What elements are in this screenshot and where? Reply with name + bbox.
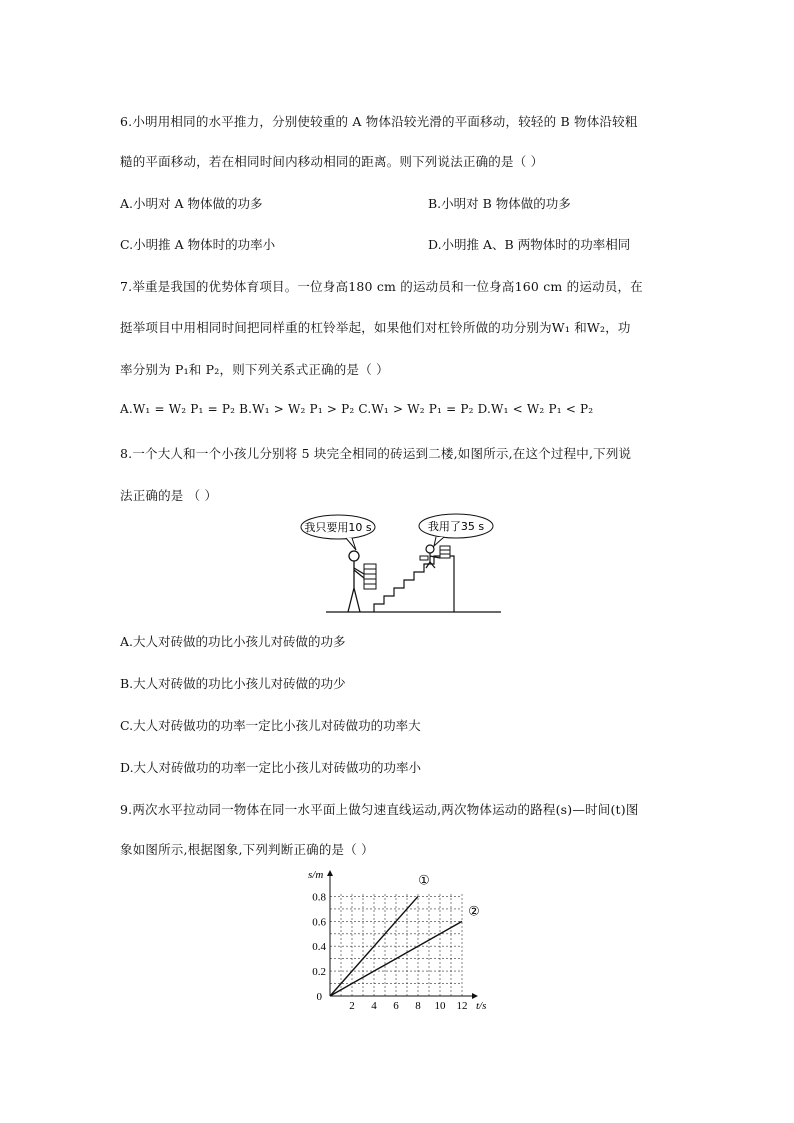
y-axis-label: s/m <box>308 869 324 881</box>
q8-option-a: A.大人对砖做的功比小孩儿对砖做的功多 <box>120 634 346 649</box>
adult-speech-text: 我只要用10 s <box>304 521 372 534</box>
x-axis-arrow <box>472 993 478 999</box>
y-tick-label: 0.6 <box>312 916 326 929</box>
child-brick-stack <box>420 546 450 560</box>
q9-stem-line1: 9.两次水平拉动同一物体在同一水平面上做匀速直线运动,两次物体运动的路程(s)—时间(t)图 <box>120 802 639 817</box>
x-tick-label: 4 <box>371 1000 377 1012</box>
adult-brick-stack <box>364 564 376 589</box>
y-tick-label: 0.2 <box>312 966 326 979</box>
q9-stem-line2: 象如图所示,根据图象,下列判断正确的是（ ） <box>120 842 374 857</box>
q6-option-d: D.小明推 A、B 两物体时的功率相同 <box>428 237 631 252</box>
q8-option-c: C.大人对砖做功的功率一定比小孩儿对砖做功的功率大 <box>120 718 421 733</box>
chart-axes <box>327 870 478 999</box>
q6-stem-line2: 糙的平面移动，若在相同时间内移动相同的距离。则下列说法正确的是（ ） <box>120 154 544 169</box>
q8-stem-line1: 8.一个大人和一个小孩儿分别将 5 块完全相同的砖运到二楼,如图所示,在这个过程中,下列说 <box>120 446 632 461</box>
q6-option-b: B.小明对 B 物体做的功多 <box>428 196 571 211</box>
q8-stem-line2: 法正确的是 （ ） <box>120 488 218 503</box>
s-t-chart <box>296 866 496 1012</box>
stairs-figure <box>296 512 506 618</box>
x-tick-label: 6 <box>393 1000 399 1012</box>
q7-options: A.W₁ = W₂ P₁ = P₂ B.W₁ > W₂ P₁ > P₂ C.W₁ > W₂ P₁ = P₂ D.W₁ < W₂ P₁ < P₂ <box>120 402 594 416</box>
x-tick-label: 8 <box>415 1000 421 1012</box>
adult-figure <box>348 551 364 612</box>
child-speech-text: 我用了35 s <box>427 520 485 533</box>
q6-option-c: C.小明推 A 物体时的功率小 <box>120 237 276 252</box>
q7-stem-line3: 率分别为 P₁和 P₂，则下列关系式正确的是（ ） <box>120 362 389 377</box>
q7-stem-line1: 7.举重是我国的优势体育项目。一位身高180 cm 的运动员和一位身高160 cm 的运动员，在 <box>120 279 643 294</box>
y-tick-label: 0.8 <box>312 891 326 904</box>
x-axis-label: t/s <box>476 1000 487 1012</box>
x-tick-label: 12 <box>456 1000 468 1012</box>
q8-option-d: D.大人对砖做功的功率一定比小孩儿对砖做功的功率小 <box>120 760 422 775</box>
q6-stem-line1: 6.小明用相同的水平推力，分别使较重的 A 物体沿较光滑的平面移动，较轻的 B 物体沿较粗 <box>120 114 638 129</box>
q6-option-a: A.小明对 A 物体做的功多 <box>120 196 263 211</box>
series-label-2: ② <box>468 904 480 920</box>
q8-option-b: B.大人对砖做的功比小孩儿对砖做的功少 <box>120 676 346 691</box>
x-tick-label: 2 <box>349 1000 355 1012</box>
series-label-1: ① <box>418 873 430 889</box>
y-tick-label: 0.4 <box>312 941 326 954</box>
q7-stem-line2: 挺举项目中用相同时间把同样重的杠铃举起，如果他们对杠铃所做的功分别为W₁ 和W₂，功 <box>120 320 631 335</box>
origin-label: 0 <box>316 991 322 1003</box>
x-tick-label: 10 <box>434 1000 446 1012</box>
y-axis-arrow <box>327 870 333 876</box>
chart-grid <box>330 893 462 996</box>
staircase <box>374 556 454 612</box>
